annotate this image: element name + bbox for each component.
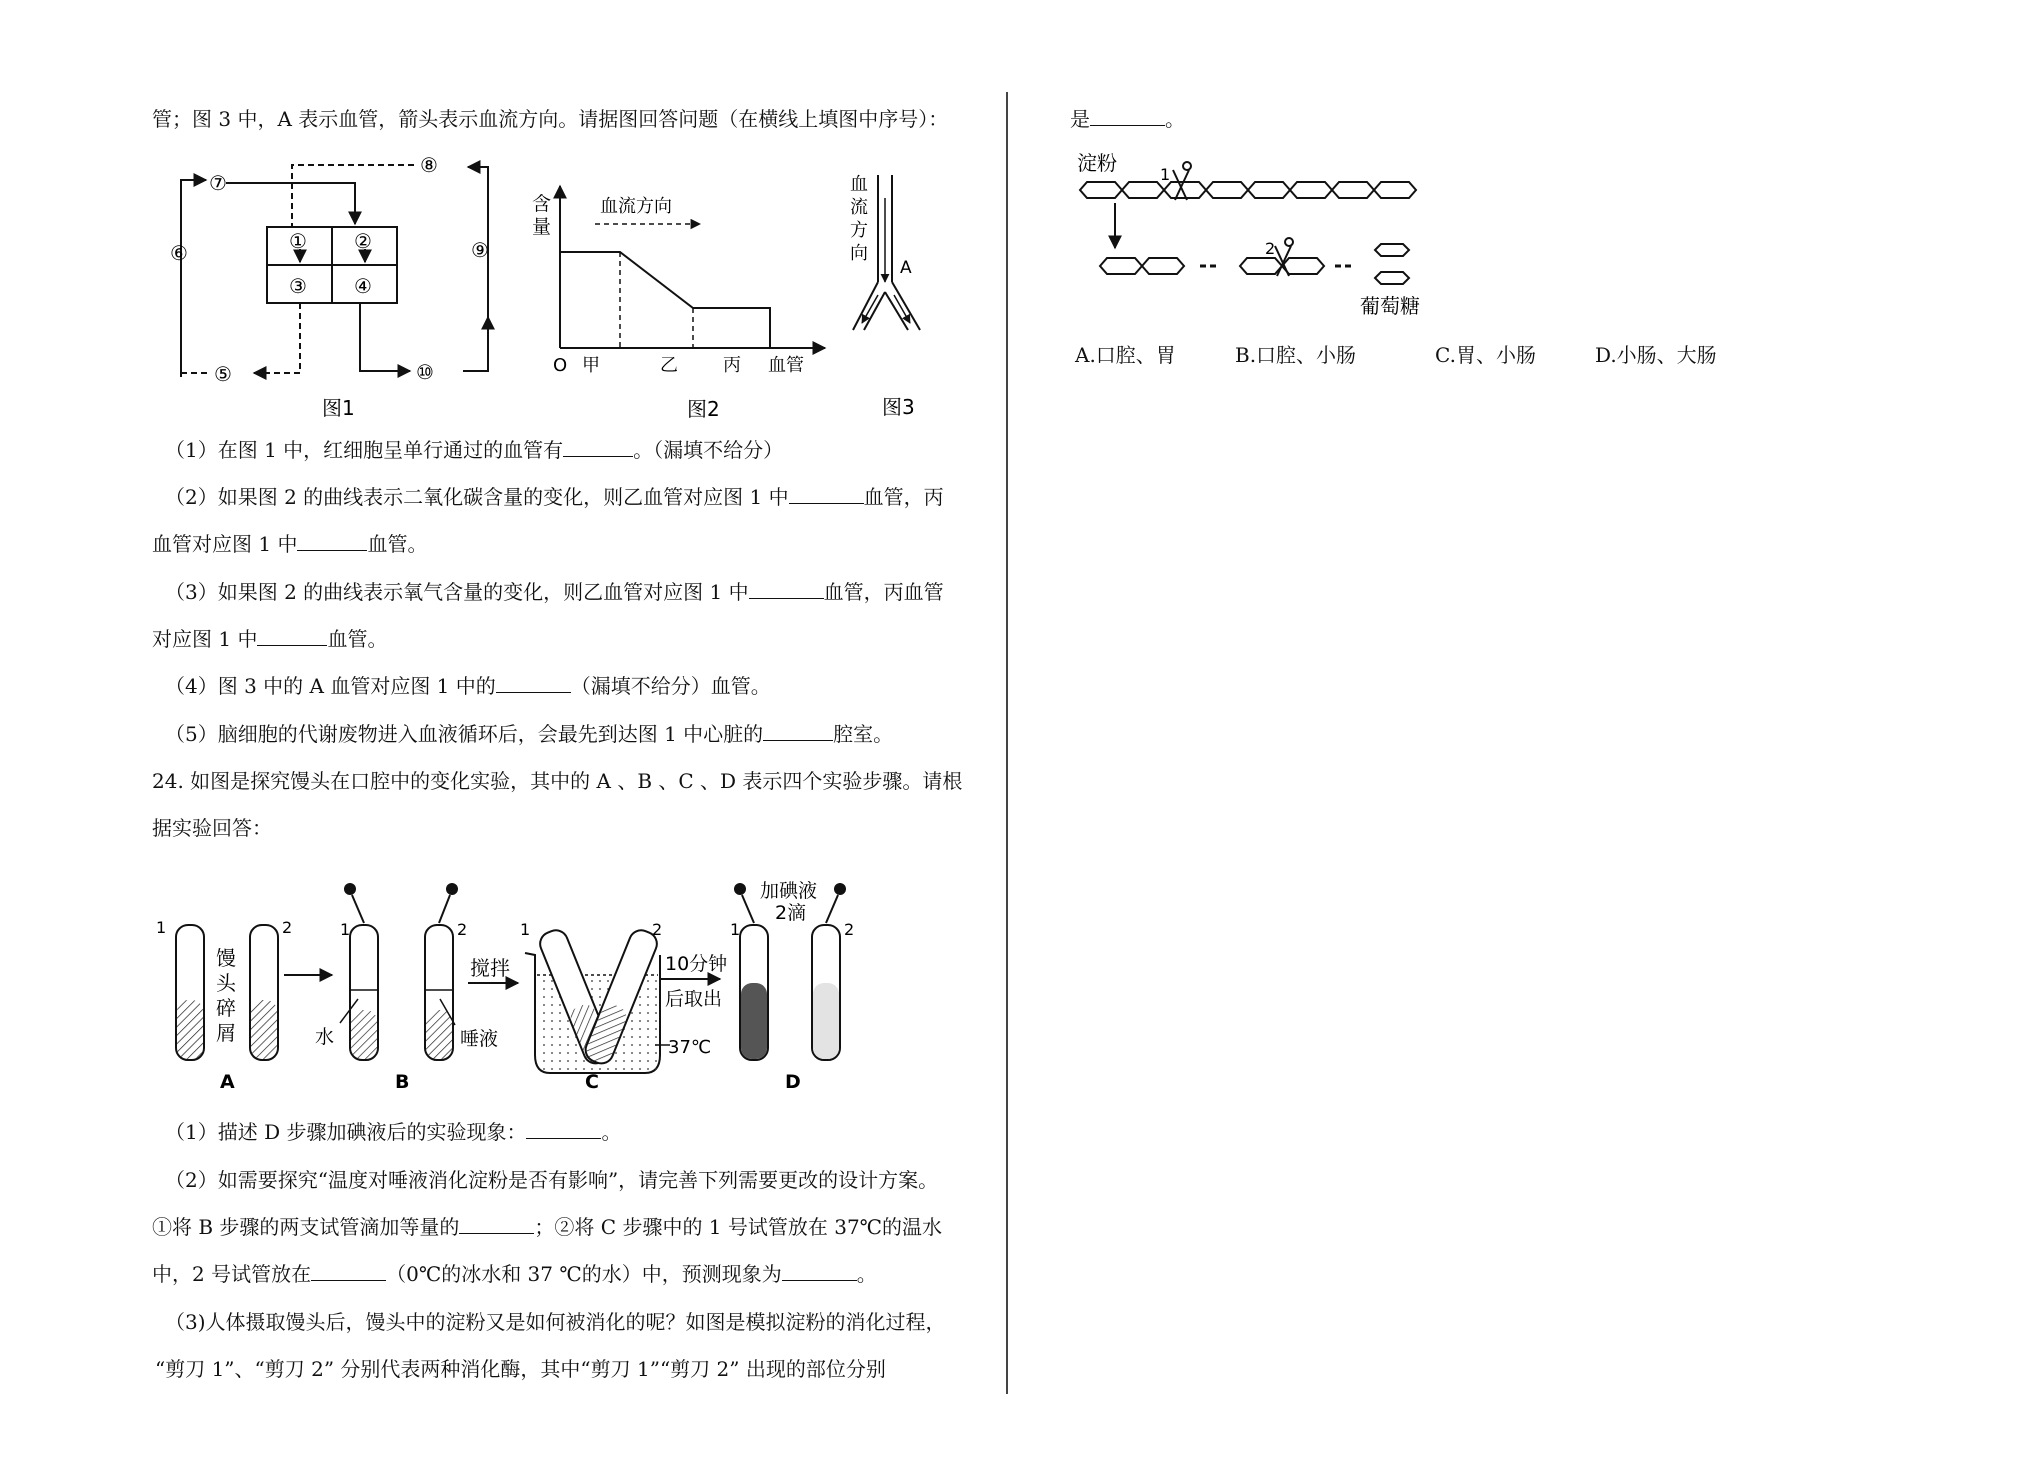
question-5: （5）脑细胞的代谢废物进入血液循环后，会最先到达图 1 中心脏的 腔室。 [165,722,894,746]
question-24-line2: 据实验回答： [152,816,272,840]
answer-blank[interactable] [763,722,833,741]
part-3b: “剪刀 1”、“剪刀 2” 分别代表两种消化酶，其中“剪刀 1”“剪刀 2” 出现的部位分别 [155,1357,886,1381]
figure-3 [838,170,928,429]
figure-1 [170,145,520,429]
question-3b: 对应图 1 中 血管。 [152,627,388,651]
experiment-figure [150,875,870,1099]
ten-minutes-label: 10分钟 [665,953,728,975]
option-b[interactable]: B.口腔、小肠 [1235,343,1357,367]
intro-text: 管；图 3 中，A 表示血管，箭头表示血流方向。请据图回答问题（在横线上填图中序号）： [152,107,949,131]
tube-num-c1: 1 [520,920,531,939]
figure-3-svg [838,170,928,425]
vlabel-1: 血 [850,174,868,195]
option-a[interactable]: A.口腔、胃 [1075,343,1176,367]
label-10: ⑩ [416,360,434,384]
label-1: ① [289,229,307,253]
starch-digestion-figure [1075,148,1435,327]
figure-1-caption: 图1 [322,396,355,420]
part-2: （2）如需要探究“温度对唾液消化淀粉是否有影响”，请完善下列需要更改的设计方案。 [165,1168,939,1192]
scissors-1-number: 1 [1160,165,1171,184]
question-2a: （2）如果图 2 的曲线表示二氧化碳含量的变化，则乙血管对应图 1 中 血管，丙 [165,485,944,509]
question-24-line1: 24. 如图是探究馒头在口腔中的变化实验，其中的 A 、B 、C 、D 表示四个实验步骤。请根 [152,769,963,793]
figure-1-svg [170,145,520,425]
step-a: A [220,1071,235,1093]
label-a: A [900,258,912,278]
experiment-svg [150,875,870,1095]
answer-blank[interactable] [257,627,327,646]
answer-blank[interactable] [311,1262,386,1281]
tube-num-d1: 1 [730,920,741,939]
temp-label: 37℃ [668,1037,712,1058]
answer-blank[interactable] [749,580,824,599]
figure-2 [525,180,835,429]
question-4: （4）图 3 中的 A 血管对应图 1 中的 （漏填不给分）血管。 [165,674,771,698]
label-3: ③ [289,274,307,298]
part-2c: 中，2 号试管放在 （0℃的冰水和 37 ℃的水）中，预测现象为 。 [152,1262,877,1286]
glucose-label: 葡萄糖 [1360,294,1420,318]
option-c[interactable]: C.胃、小肠 [1435,343,1536,367]
water-label: 水 [315,1026,335,1048]
answer-blank[interactable] [526,1120,601,1139]
column-divider [1006,92,1008,1394]
part-3a: （3)人体摄取馒头后，馒头中的淀粉又是如何被消化的呢？如图是模拟淀粉的消化过程， [165,1310,946,1334]
iodine-label-1: 加碘液 [760,880,818,902]
y-label-2: 量 [532,216,552,238]
tube-num-c2: 2 [652,920,663,939]
label-5: ⑤ [214,362,232,386]
vlabel-4: 向 [850,243,868,264]
step-c: C [585,1071,599,1093]
tick-bing: 丙 [723,355,741,376]
flow-direction-label: 血流方向 [600,196,672,217]
origin-label: O [553,355,568,376]
y-label-1: 含 [532,193,552,215]
starch-svg [1075,148,1435,323]
mantou-1: 馒 [216,946,236,970]
part-1: （1）描述 D 步骤加碘液后的实验现象： 。 [165,1120,622,1144]
right-answer-line: 是 。 [1070,107,1185,131]
x-axis-label: 血管 [768,355,804,376]
label-2: ② [354,229,372,253]
answer-blank[interactable] [459,1215,534,1234]
vlabel-2: 流 [850,197,868,218]
answer-blank[interactable] [297,532,367,551]
question-2b: 血管对应图 1 中 血管。 [152,532,428,556]
label-6: ⑥ [170,241,188,265]
iodine-label-2: 2滴 [775,902,807,924]
tube-num-1: 1 [156,918,167,937]
answer-blank[interactable] [563,438,633,457]
label-4: ④ [354,274,372,298]
step-d: D [785,1071,801,1093]
saliva-label: 唾液 [460,1028,499,1050]
mantou-3: 碎 [216,996,236,1020]
vlabel-3: 方 [850,220,868,241]
label-9: ⑨ [471,238,489,262]
figure-3-caption: 图3 [882,395,915,419]
starch-label: 淀粉 [1077,151,1117,175]
tube-num-2: 2 [282,918,293,937]
answer-blank[interactable] [789,485,864,504]
answer-blank[interactable] [782,1262,857,1281]
answer-blank[interactable] [496,674,571,693]
take-out-label: 后取出 [665,988,723,1010]
step-b: B [395,1071,410,1093]
tube-num-d2: 2 [844,920,855,939]
tube-num-b2: 2 [457,920,468,939]
label-7: ⑦ [209,171,227,195]
mantou-2: 头 [216,971,236,995]
tick-jia: 甲 [582,355,600,376]
mantou-4: 屑 [216,1021,236,1045]
question-1: （1）在图 1 中，红细胞呈单行通过的血管有 。（漏填不给分） [165,438,784,462]
stir-label: 搅拌 [470,956,510,980]
figure-2-caption: 图2 [687,397,720,421]
part-2b: ①将 B 步骤的两支试管滴加等量的 ；②将 C 步骤中的 1 号试管放在 37℃的温水 [152,1215,943,1239]
answer-blank[interactable] [1090,107,1165,126]
tube-num-b1: 1 [340,920,351,939]
question-3a: （3）如果图 2 的曲线表示氧气含量的变化，则乙血管对应图 1 中 血管，丙血管 [165,580,944,604]
figure-2-svg [525,180,835,425]
option-d[interactable]: D.小肠、大肠 [1595,343,1717,367]
scissors-2-number: 2 [1265,239,1276,258]
tick-yi: 乙 [660,355,678,376]
label-8: ⑧ [420,153,438,177]
